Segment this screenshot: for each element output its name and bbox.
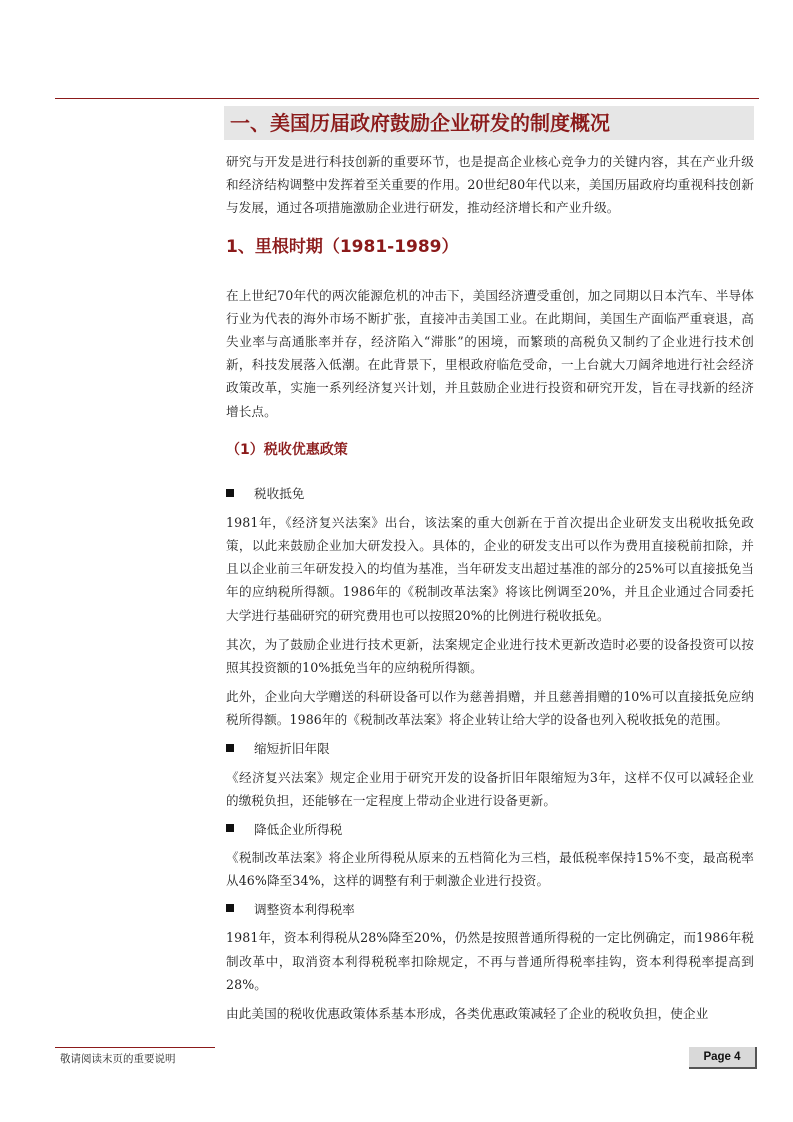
bullet-label: 税收抵免 — [254, 486, 305, 502]
bullet-square-icon — [226, 489, 234, 497]
paragraph: 《税制改革法案》将企业所得税从原来的五档简化为三档，最低税率保持15%不变，最高税率从46%降至34%，这样的调整有利于刺激企业进行投资。 — [226, 850, 754, 889]
subsection-intro: 在上世纪70年代的两次能源危机的冲击下，美国经济遭受重创，加之同期以日本汽车、半导体行业为代表的海外市场不断扩张，直接冲击美国工业。在此期间，美国生产面临严重衰退，高失业率与高通胀率并存，经济陷入“滞胀”的困境，而繁琐的高税负又制约了企业进行技术创新，科技发展落入低潮。在此背景下，里根政府临危受命，一上台就大刀阔斧地进行社会经济政策改革，实施一系列经济复兴计划，并且鼓励企业进行投资和研究开发，旨在寻找新的经济增长点。 — [226, 287, 754, 419]
bullet-label: 调整资本利得税率 — [254, 901, 355, 917]
bullet-square-icon — [226, 824, 234, 832]
policy-heading: （1）税收优惠政策 — [226, 441, 348, 458]
bullet-label: 缩短折旧年限 — [254, 741, 330, 757]
bullet-square-icon — [226, 904, 234, 912]
paragraph: 《经济复兴法案》规定企业用于研究开发的设备折旧年限缩短为3年，这样不仅可以减轻企业的缴税负担，还能够在一定程度上带动企业进行设备更新。 — [226, 769, 754, 808]
bullet-depreciation — [226, 736, 754, 760]
bullet-label: 降低企业所得税 — [254, 821, 343, 837]
paragraph: 1981年，资本利得税从28%降至20%，仍然是按照普通所得税的一定比例确定，而1986年税制改革中，取消资本利得税税率扣除规定，不再与普通所得税率挂钩，资本利得税率提高到28%。 — [226, 930, 754, 992]
footer-rule — [55, 1047, 215, 1048]
paragraph: 1981年，《经济复兴法案》出台，该法案的重大创新在于首次提出企业研发支出税收抵免政策，以此来鼓励企业加大研发投入。具体的，企业的研发支出可以作为费用直接税前扣除，并且以企业前三年研发投入的均值为基准，当年研发支出超过基准的部分的25%可以直接抵免当年的应纳税所得额。1986年的《税制改革法案》将该比例调至20%，并且企业通过合同委托大学进行基础研究的研究费用也可以按照20%的比例进行税收抵免。 — [226, 514, 754, 623]
footer-disclaimer-note: 敬请阅读末页的重要说明 — [60, 1053, 176, 1065]
bullet-capital-gains — [226, 896, 754, 920]
paragraph: 其次，为了鼓励企业进行技术更新，法案规定企业进行技术更新改造时必要的设备投资可以按照其投资额的10%抵免当年的应纳税所得额。 — [226, 636, 754, 676]
paragraph: 此外，企业向大学赠送的科研设备可以作为慈善捐赠，并且慈善捐赠的10%可以直接抵免应纳税所得额。1986年的《税制改革法案》将企业转让给大学的设备也列入税收抵免的范围。 — [226, 689, 754, 728]
bullet-tax-credit — [226, 481, 754, 505]
report-body — [226, 150, 754, 1025]
page-number: Page 4 — [689, 1047, 757, 1069]
section-intro: 研究与开发是进行科技创新的重要环节，也是提高企业核心竞争力的关键内容，其在产业升级和经济结构调整中发挥着至关重要的作用。20世纪80年代以来，美国历届政府均重视科技创新与发展，通过各项措施激励企业进行研发，推动经济增长和产业升级。 — [226, 154, 754, 216]
subsection-heading: 1、里根时期（1981-1989） — [226, 236, 459, 257]
bullet-corporate-tax — [226, 816, 754, 840]
bullet-square-icon — [226, 744, 234, 752]
header-rule — [55, 98, 759, 99]
paragraph: 由此美国的税收优惠政策体系基本形成，各类优惠政策减轻了企业的税收负担，使企业 — [226, 1006, 709, 1022]
section-heading: 一、美国历届政府鼓励企业研发的制度概况 — [224, 106, 754, 140]
